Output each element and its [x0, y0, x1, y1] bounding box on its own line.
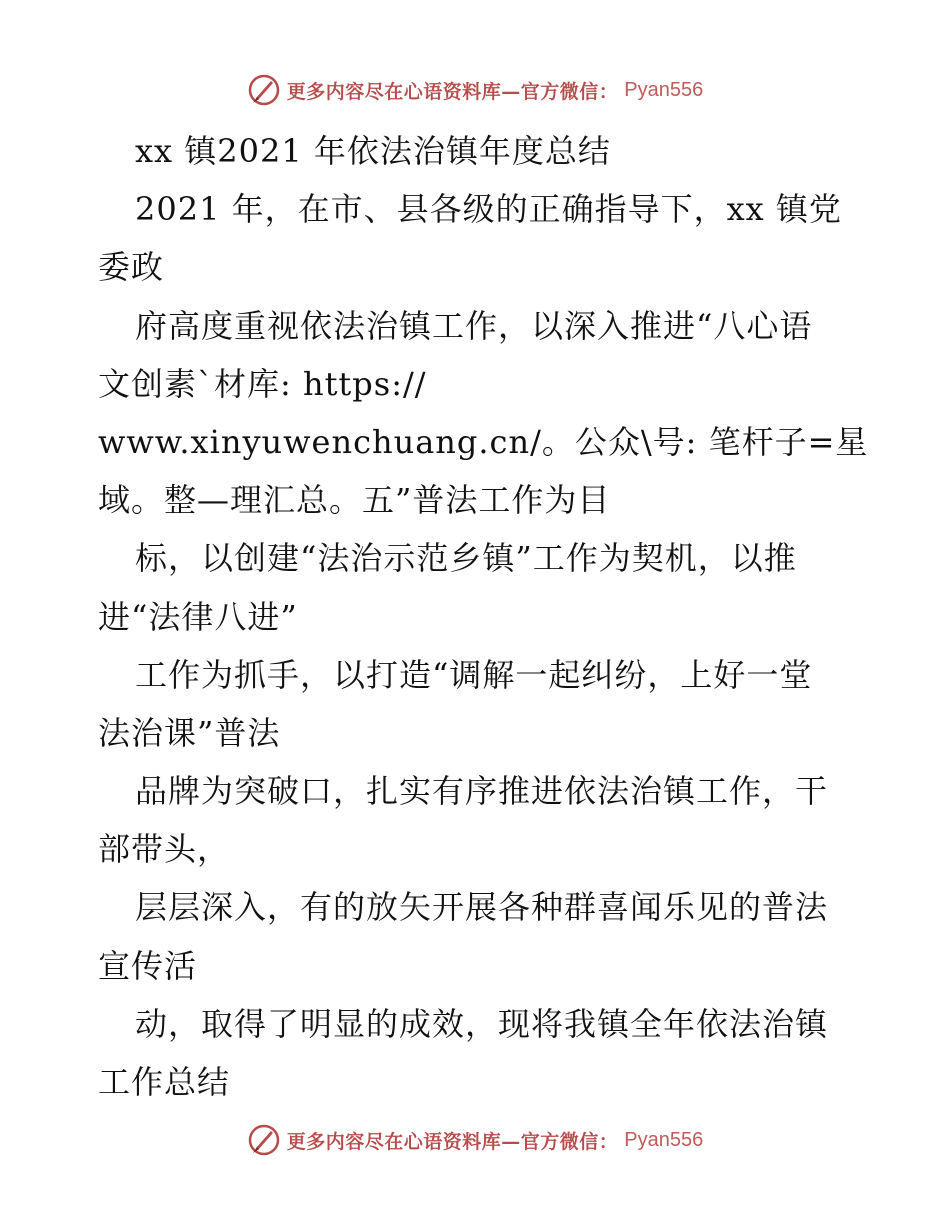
paragraph-line: www.xinyuwenchuang.cn/。公众\号: 笔杆子=星 [98, 422, 869, 461]
paragraph-line: 2021 年，在市、县各级的正确指导下，xx 镇党 [135, 190, 842, 229]
paragraph-line: 标，以创建“法治示范乡镇”工作为契机，以推 [135, 539, 797, 578]
paragraph-line: 动，取得了明显的成效，现将我镇全年依法治镇 [135, 1004, 829, 1043]
quill-seal-icon [247, 1123, 281, 1157]
watermark-text: 更多内容尽在心语资料库—官方微信： [286, 80, 619, 103]
paragraph-line: 部带头， [98, 830, 231, 869]
paragraph-line: 进“法律八进” [98, 597, 298, 636]
document-body [98, 122, 869, 1111]
paragraph-line: 府高度重视依法治镇工作，以深入推进“八心语 [135, 306, 813, 345]
paragraph-line: 宣传活 [98, 946, 198, 985]
watermark-text: 更多内容尽在心语资料库—官方微信： [286, 1130, 619, 1153]
paragraph-line: 层层深入，有的放矢开展各种群喜闻乐见的普法 [135, 888, 829, 927]
paragraph-line: 工作总结 [98, 1063, 231, 1101]
paragraph-line: 文创素`材库: https:// [98, 364, 427, 403]
paragraph-line: 域。整—理汇总。五”普法工作为目 [98, 481, 611, 520]
header-watermark [0, 70, 950, 110]
paragraph-line: 法治课”普法 [98, 713, 281, 752]
paragraph-line: 工作为抓手，以打造“调解一起纠纷，上好一堂 [135, 655, 813, 694]
paragraph-line: 品牌为突破口，扎实有序推进依法治镇工作，干 [135, 772, 829, 811]
paragraph-line: 委政 [98, 248, 165, 287]
watermark-wechat-id: Pyan556 [624, 1128, 704, 1151]
watermark-wechat-id: Pyan556 [624, 78, 704, 101]
quill-seal-icon [247, 73, 281, 107]
footer-watermark [0, 1120, 950, 1160]
document-title: xx 镇2021 年依法治镇年度总结 [135, 132, 611, 170]
